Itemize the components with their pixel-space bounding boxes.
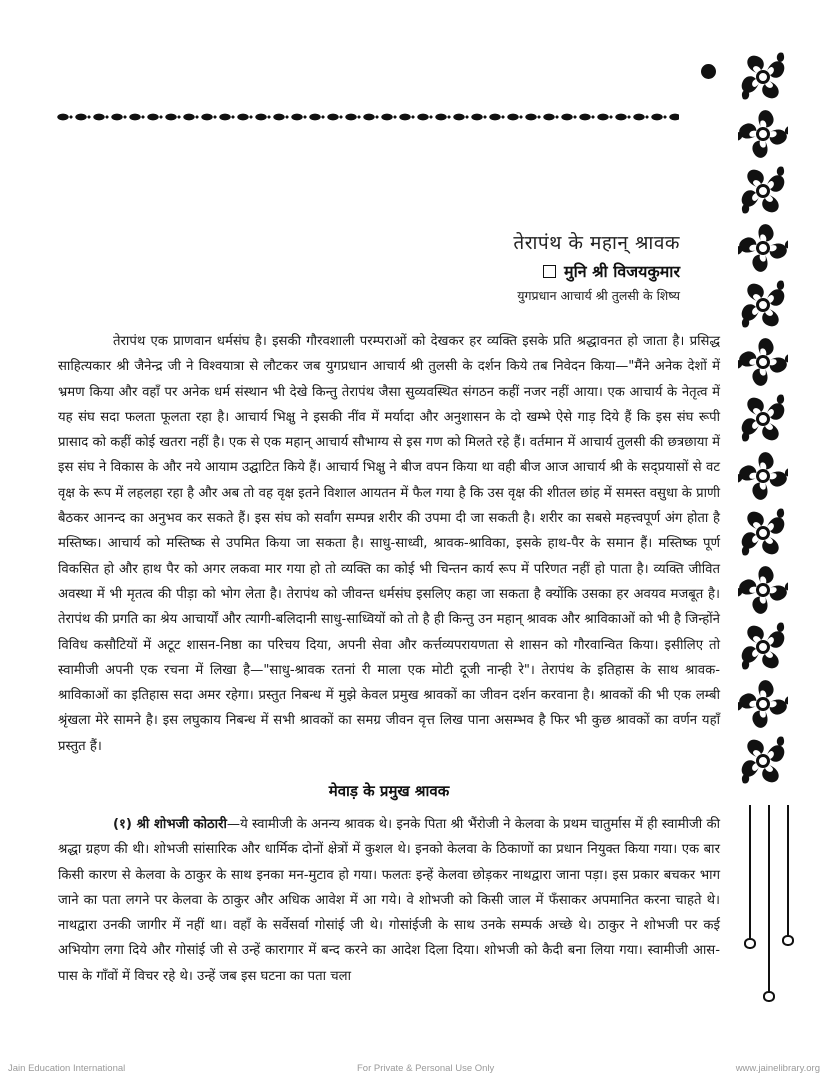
paisley-medallion-icon [738, 162, 788, 219]
article-title: तेरापंथ के महान् श्रावक [513, 232, 680, 254]
paisley-medallion-icon [738, 447, 788, 504]
paragraph-body: —ये स्वामीजी के अनन्य श्रावक थे। इनके पिता श्री भैंरोजी ने केलवा के प्रथम चातुर्मास में ही स्वामीजी की श्रद्धा ग्रहण की थी। शोभजी सांसारिक और धार्मिक दोनों क्षेत्रों में कुशल थे। इनको केलवा के ठिकाणों का प्रधान नियुक्त किया गया। एक बार किसी कारण से केलवा के ठाकुर के साथ इनका मन-मुटाव हो गया। फलतः इन्हें केलवा छोड़कर नाथद्वारा जाना पड़ा। इस प्रकार बचकर भाग जाने का पता लगने पर केलवा के ठाकुर और अधिक आवेश में आ गये। वे शोभजी को किसी जाल में फँसाकर अपमानित करना चाहते थे। नाथद्वारा उनकी जागीर में नहीं था। वहाँ के सर्वेसर्वा गोसांई जी थे। गोसांईजी के साथ उनके सम्पर्क अच्छे थे। ठाकुर ने शोभजी पर कई अभियोग लगा दिये और गोसांई जी से उन्हें कारागार में बन्द करने का आदेश दिला दिया। शोभजी को कैदी बना लिया गया। स्वामीजी आस-पास के गाँवों में विचर रहे थे। उन्हें जब इस घटना का पता चला [58, 817, 720, 984]
page-footer [0, 1063, 828, 1079]
pendant-line [768, 805, 770, 993]
paragraph-shobhji [58, 812, 720, 989]
decorative-dotted-rule [57, 113, 679, 121]
pendant-ring-icon [763, 991, 775, 1002]
paisley-medallion-icon [738, 219, 788, 276]
paisley-medallion-icon [738, 618, 788, 675]
pendant-ring-icon [782, 935, 794, 946]
ornament-dot [701, 64, 716, 79]
paisley-medallion-icon [738, 675, 788, 732]
pendant-line [749, 805, 751, 940]
paisley-medallion-icon [738, 504, 788, 561]
paisley-medallion-icon [738, 390, 788, 447]
paisley-medallion-icon [738, 276, 788, 333]
paisley-medallion-icon [738, 105, 788, 162]
paisley-medallion-icon [738, 333, 788, 390]
paisley-medallion-icon [738, 732, 788, 789]
pendant-ring-icon [744, 938, 756, 949]
footer-website-link[interactable]: www.jainelibrary.org [735, 1063, 820, 1074]
section-heading: मेवाड़ के प्रमुख श्रावक [328, 782, 450, 800]
author-affiliation: युगप्रधान आचार्य श्री तुलसी के शिष्य [517, 288, 680, 303]
decorative-border-chain [738, 48, 788, 789]
author-name: मुनि श्री विजयकुमार [564, 262, 680, 281]
paisley-medallion-icon [738, 561, 788, 618]
paisley-medallion-icon [738, 48, 788, 105]
decorative-pendants [738, 805, 788, 1005]
checkbox-square-icon [543, 265, 556, 278]
paragraph-lead: (१) श्री शोभजी कोठारी [113, 817, 227, 832]
author-byline [460, 260, 680, 282]
footer-publisher: Jain Education International [8, 1063, 126, 1074]
paragraph-intro: तेरापंथ एक प्राणवान धर्मसंघ है। इसकी गौरवशाली परम्पराओं को देखकर हर व्यक्ति इसके प्रति श्रद्धावनत हो जाता है। प्रसिद्ध साहित्यकार श्री जैनेन्द्र जी ने विश्वयात्रा से लौटकर जब युगप्रधान आचार्य श्री तुलसी के दर्शन किये तब निवेदन किया—"मैंने अनेक देशों में भ्रमण किया और वहाँ पर अनेक धर्म संस्थान भी देखे किन्तु तेरापंथ जैसा सुव्यवस्थित संगठन कहीं नजर नहीं आया। एक आचार्य के नेतृत्व में यह संघ सदा फलता फूलता रहा है। आचार्य भिक्षु ने इसकी नींव में मर्यादा और अनुशासन के दो खम्भे ऐसे गाड़ दिये हैं कि इस संघ रूपी प्रासाद को कहीं कोई खतरा नहीं है। एक से एक महान् आचार्य सौभाग्य से इस गण को मिलते रहे हैं। वर्तमान में आचार्य तुलसी की छत्रछाया में इस संघ ने विकास के और नये आयाम उद्घाटित किये हैं। आचार्य भिक्षु ने बीज वपन किया था वही बीज आज आचार्य श्री के सद्प्रयासों से वट वृक्ष के रूप में लहलहा रहा है और अब तो वह वृक्ष इतने विशाल आयतन में फैल गया है कि उस वृक्ष की शीतल छांह में समस्त वसुधा के प्राणी बैठकर आनन्द का अनुभव कर सकते हैं। इस संघ को सर्वांग सम्पन्न शरीर की उपमा दी जा सकती है। शरीर का सबसे महत्त्वपूर्ण अंग होता है मस्तिष्क। आचार्य को मस्तिष्क से उपमित किया जा सकता है। साधु-साध्वी, श्रावक-श्राविका, इसके हाथ-पैर के समान हैं। मस्तिष्क पूर्ण विकसित हो और हाथ पैर को अगर लकवा मार गया हो तो व्यक्ति का कोई भी चिन्तन कार्य रूप में परिणत नहीं हो पाता है। व्यक्ति जीवित अवस्था में भी मृतत्व की पीड़ा को भोग लेता है। तेरापंथ को जीवन्त धर्मसंघ इसलिए कहा जा सकता है क्योंकि उसका हर अवयव मजबूत है। तेरापंथ की प्रगति का श्रेय आचार्यों और त्यागी-बलिदानी साधु-साध्वियों को तो है ही किन्तु उन महान् श्रावक और श्राविकाओं को भी है जिन्होंने विविध कसौटियों में अटूट शासन-निष्ठा का परिचय दिया, अपनी सेवा और कर्त्तव्यपरायणता से शासन को गौरवान्वित किया। इसीलिए तो स्वामीजी अपनी एक रचना में लिखा है—"साधु-श्रावक रतनां री माला एक मोटी दूजी नान्ही रे"। तेरापंथ के इतिहास के साथ श्रावक-श्राविकाओं का इतिहास सदा अमर रहेगा। प्रस्तुत निबन्ध में मुझे केवल प्रमुख श्रावकों का जीवन दर्शन करवाना है। श्रावकों की भी एक लम्बी श्रृंखला मेरे सामने है। इस लघुकाय निबन्ध में सभी श्रावकों का समग्र जीवन वृत्त लिख पाना असम्भव है फिर भी कुछ श्रावकों का वर्णन यहाँ प्रस्तुत हैं। [58, 334, 720, 754]
footer-usage-note: For Private & Personal Use Only [357, 1063, 495, 1074]
pendant-line [787, 805, 789, 937]
